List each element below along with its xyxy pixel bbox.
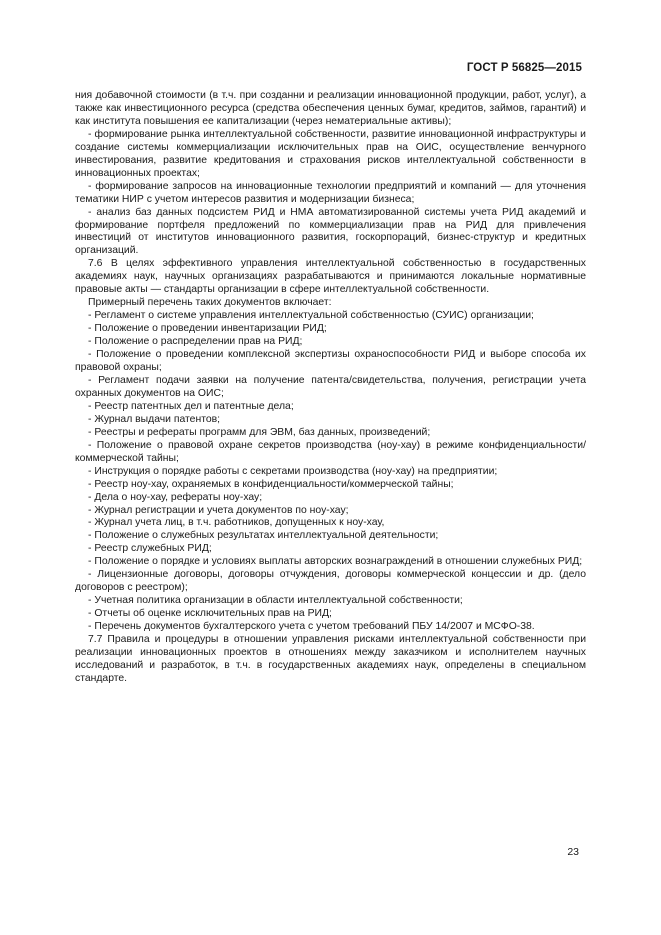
list-item: - Реестр ноу-хау, охраняемых в конфиденциальности/коммерческой тайны; — [88, 478, 454, 490]
document-body — [75, 90, 586, 686]
list-item: - Положение о порядке и условиях выплаты авторских вознаграждений в отношении служебных РИД; — [88, 556, 583, 568]
list-item: - Отчеты об оценке исключительных прав на РИД; — [88, 608, 332, 620]
list-item: - Положение о проведении комплексной экспертизы охраноспособности РИД и выборе способа их правовой охраны; — [75, 349, 586, 374]
page-number: 23 — [567, 846, 579, 858]
list-item: - анализ баз данных подсистем РИД и НМА автоматизированной системы учета РИД академий и формирование портфеля предложений по коммерциализации прав на РИД для привлечения инвестиций от институтов инновационного развития, госкорпораций, бизнес-структур и кредитных организаций. — [75, 206, 586, 257]
section-7-7-paragraph: 7.7 Правила и процедуры в отношении управления рисками интеллектуальной собственности при реализации инновационных проектов в отношениях между заказчиком и исполнителем научных исследований и разработок, в т.ч. в государственных академиях наук, определены в специальном стандарте. — [75, 634, 586, 684]
list-item: - Реестр служебных РИД; — [88, 543, 212, 555]
list-item: - формирование запросов на инновационные технологии предприятий и компаний — для уточнения тематики НИР с учетом интересов развития и модернизации бизнеса; — [75, 180, 586, 205]
list-item: - Журнал регистрации и учета документов по ноу-хау; — [88, 504, 349, 516]
list-item: - формирование рынка интеллектуальной собственности, развитие инновационной инфраструктуры и создание системы коммерциализации исключительных прав на ОИС, осуществление венчурного инвестирования, развитие кредитования и страхования рисков интеллектуальной собственности в инновационных проектах; — [75, 128, 586, 179]
list-item: - Положение о распределении прав на РИД; — [88, 336, 303, 348]
list-item: - Положение о проведении инвентаризации РИД; — [88, 323, 327, 335]
list-item: - Положение о служебных результатах интеллектуальной деятельности; — [88, 530, 439, 542]
list-item: - Перечень документов бухгалтерского учета с учетом требований ПБУ 14/2007 и МСФО-38. — [88, 621, 535, 633]
list-item: - Журнал выдачи патентов; — [88, 413, 221, 425]
section-7-6-paragraph: 7.6 В целях эффективного управления интеллектуальной собственностью в государственных академиях наук, научных организациях разрабатываются и принимаются локальные нормативные правовые акты — стандарты организации в сфере интеллектуальной собственности. — [75, 258, 586, 296]
list-item: - Реестры и рефераты программ для ЭВМ, баз данных, произведений; — [88, 426, 431, 438]
list-item: - Инструкция о порядке работы с секретами производства (ноу-хау) на предприятии; — [88, 465, 498, 477]
list-item: - Журнал учета лиц, в т.ч. работников, допущенных к ноу-хау, — [88, 517, 385, 529]
list-item: - Учетная политика организации в области интеллектуальной собственности; — [88, 595, 463, 607]
paragraph: Примерный перечень таких документов включает: — [88, 297, 332, 309]
list-item: - Положение о правовой охране секретов производства (ноу-хау) в режиме конфиденциальности/коммерческой тайны; — [75, 439, 586, 464]
list-item: - Лицензионные договоры, договоры отчуждения, договоры коммерческой концессии и др. (дело договоров с реестром); — [75, 569, 586, 594]
list-item: - Регламент о системе управления интеллектуальной собственностью (СУИС) организации; — [88, 310, 534, 322]
list-item: - Дела о ноу-хау, рефераты ноу-хау; — [88, 491, 263, 503]
list-item: - Регламент подачи заявки на получение патента/свидетельства, получения, регистрации учета охранных документов на ОИС; — [75, 374, 586, 399]
document-header: ГОСТ Р 56825—2015 — [466, 62, 582, 74]
list-item: - Реестр патентных дел и патентные дела; — [88, 400, 294, 412]
paragraph: ния добавочной стоимости (в т.ч. при созданни и реализации инновационной продукции, работ, услуг), а также как инвестиционного ресурса (средства обеспечения ценных бумаг, кредитов, займов, гарантий) и как института повышения ее капитализации (через нематериальные активы); — [75, 90, 586, 127]
